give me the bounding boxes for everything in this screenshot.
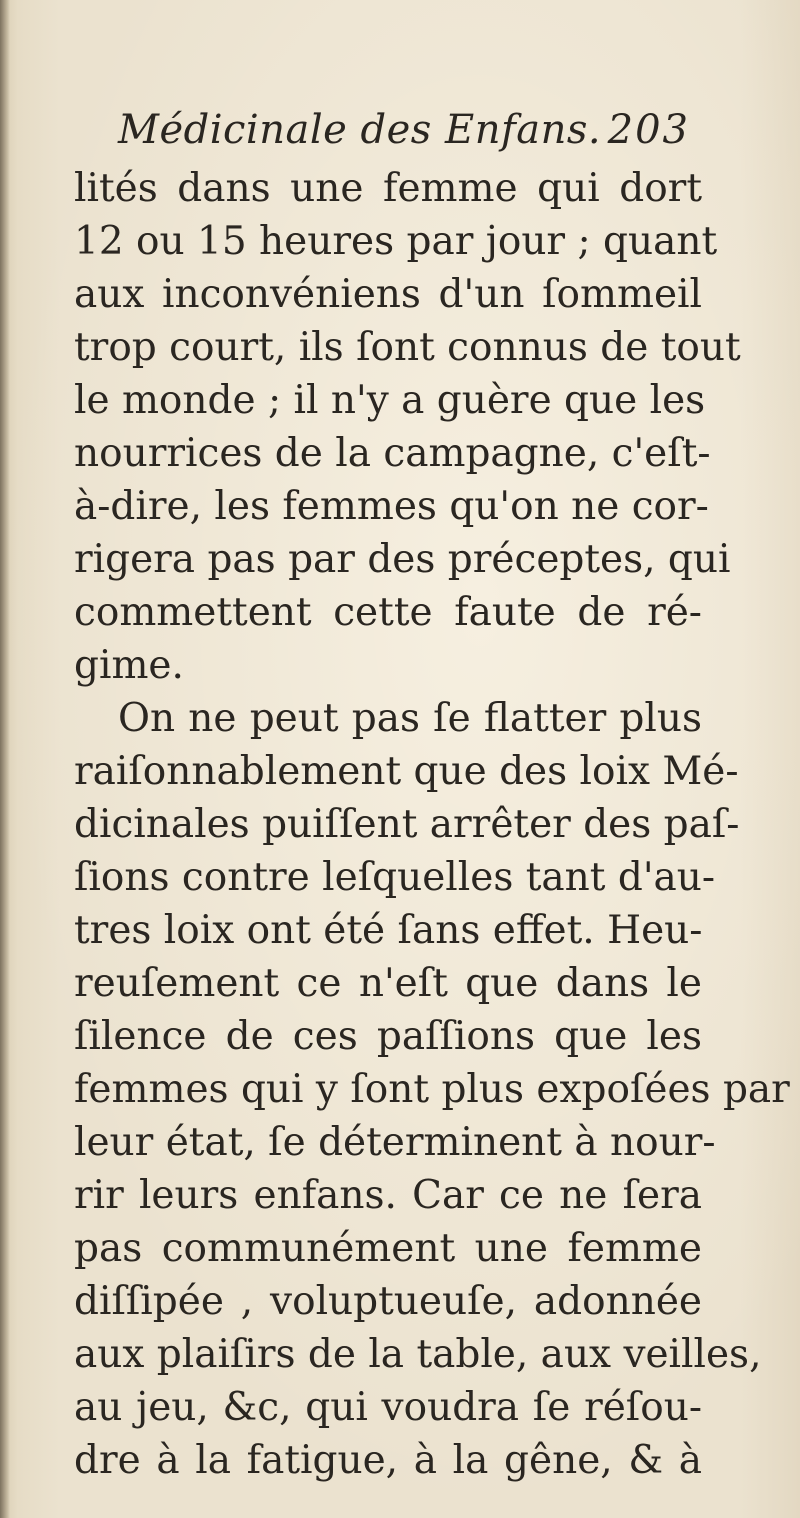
text-line: dre à la fatigue, à la gêne, & à xyxy=(74,1438,702,1483)
running-head xyxy=(118,100,690,160)
text-line: au jeu, &c, qui voudra ſe réſou- xyxy=(74,1385,702,1430)
text-line: lités dans une femme qui dort xyxy=(74,166,702,211)
body-text xyxy=(74,162,790,1487)
page-number: 203 xyxy=(607,107,690,153)
text-line: trop court, ils ſont connus de tout xyxy=(74,325,741,370)
text-line: aux plaiſirs de la table, aux veilles, xyxy=(74,1332,762,1377)
text-line: leur état, ſe déterminent à nour- xyxy=(74,1120,716,1165)
text-line: reuſement ce n'eſt que dans le xyxy=(74,961,702,1006)
text-line: ſilence de ces paſſions que les xyxy=(74,1014,702,1059)
text-line: rir leurs enfans. Car ce ne ſera xyxy=(74,1173,702,1218)
text-line: femmes qui y ſont plus expoſées par xyxy=(74,1067,790,1112)
text-line: rigera pas par des préceptes, qui xyxy=(74,537,731,582)
text-line: 12 ou 15 heures par jour ; quant xyxy=(74,219,718,264)
text-line: tres loix ont été ſans effet. Heu- xyxy=(74,908,703,953)
text-line: raiſonnablement que des loix Mé- xyxy=(74,749,739,794)
text-line: le monde ; il n'y a guère que les xyxy=(74,378,706,423)
text-line: à-dire, les femmes qu'on ne cor- xyxy=(74,484,709,529)
text-line: nourrices de la campagne, c'eſt- xyxy=(74,431,711,476)
text-line: dicinales puiſſent arrêter des paſ- xyxy=(74,802,740,847)
text-line: On ne peut pas ſe flatter plus xyxy=(118,696,702,741)
text-line: diſſipée , voluptueuſe, adonnée xyxy=(74,1279,702,1324)
page-gutter-shadow xyxy=(0,0,10,1518)
text-line: ſions contre leſquelles tant d'au- xyxy=(74,855,716,900)
text-line: pas communément une femme xyxy=(74,1226,702,1271)
paragraph-2 xyxy=(74,692,790,1487)
running-head-title: Médicinale des Enfans. xyxy=(118,107,602,153)
text-line: commettent cette faute de ré- xyxy=(74,590,702,635)
text-line: gime. xyxy=(74,643,184,688)
text-line: aux inconvéniens d'un ſommeil xyxy=(74,272,702,317)
paragraph-1 xyxy=(74,162,741,692)
